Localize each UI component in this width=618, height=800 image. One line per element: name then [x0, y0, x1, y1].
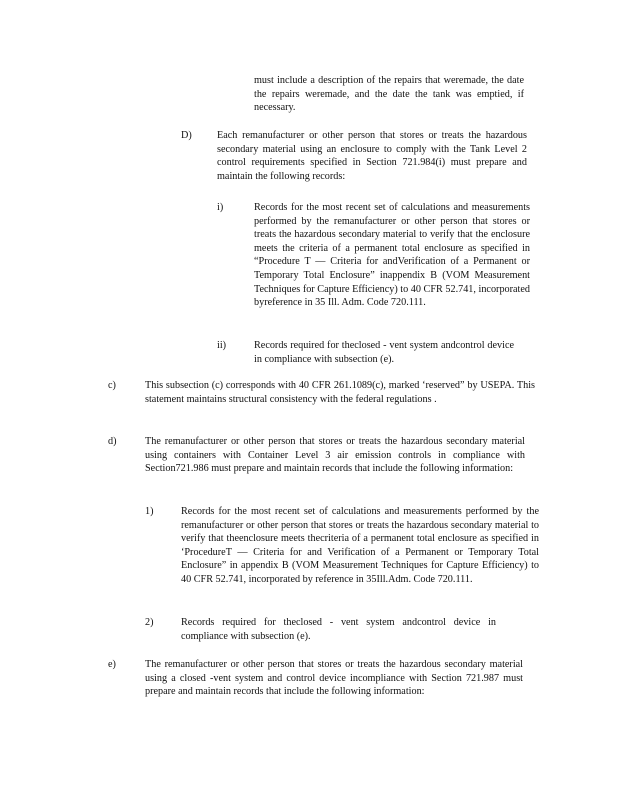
- item-label-D: D): [181, 130, 192, 141]
- item-e-paragraph: The remanufacturer or other person that stores or treats the hazardous secondary material using a closed -vent system and control device incompliance with Section 721.987 must prepare and maintain records that include the following information:: [145, 659, 523, 698]
- item-D-i-paragraph: Records for the most recent set of calculations and measurements performed by the remanufacturer or other person that stores or treats the hazardous secondary material to verify that the enclosure meets the criteria of a permanent total enclosure as specified in “Procedure T — Criteria for andVerification of a Permanent or Temporary Total Enclosure” inappendix B (VOM Measurement Techniques for Capture Efficiency) to 40 CFR 52.741, incorporated byreference in 35 Ill. Adm. Code 720.111.: [254, 202, 530, 309]
- item-c-paragraph: This subsection (c) corresponds with 40 CFR 261.1089(c), marked ‘reserved” by USEPA. This statement maintains structural consistency with the federal regulations .: [145, 380, 535, 405]
- item-d-paragraph: The remanufacturer or other person that stores or treats the hazardous secondary material using containers with Container Level 3 air emission controls in compliance with Section721.986 must prepare and maintain records that include the following information:: [145, 436, 525, 475]
- item-label-D-ii: ii): [217, 340, 227, 351]
- item-d-1-paragraph: Records for the most recent set of calculations and measurements performed by the remanufacturer or other person that stores or treats the hazardous secondary material to verify that theenclosure meets thecriteria of a permanent total enclosure as specified in ‘ProcedureT — Criteria for and Verification of a Permanent or Temporary Total Enclosure” in appendix B (VOM Measurement Techniques for Capture Efficiency) to 40 CFR 52.741, incorporated by reference in 35Ill.Adm. Code 720.111.: [181, 506, 539, 585]
- item-label-d-2: 2): [145, 617, 154, 628]
- item-label-c: c): [108, 380, 116, 391]
- item-D-paragraph: Each remanufacturer or other person that stores or treats the hazardous secondary material using an enclosure to comply with the Tank Level 2 control requirements specified in Section 721.984(i) must prepare and maintain the following records:: [217, 130, 527, 182]
- continued-paragraph: must include a description of the repairs that weremade, the date the repairs weremade, and the date the tank was emptied, if necessary.: [254, 75, 524, 114]
- item-label-e: e): [108, 659, 116, 670]
- item-label-d-1: 1): [145, 506, 154, 517]
- item-d-2-paragraph: Records required for theclosed - vent system andcontrol device in compliance with subsection (e).: [181, 617, 496, 642]
- item-label-D-i: i): [217, 202, 224, 213]
- item-D-ii-paragraph: Records required for theclosed - vent system andcontrol device in compliance with subsection (e).: [254, 340, 514, 365]
- item-label-d: d): [108, 436, 117, 447]
